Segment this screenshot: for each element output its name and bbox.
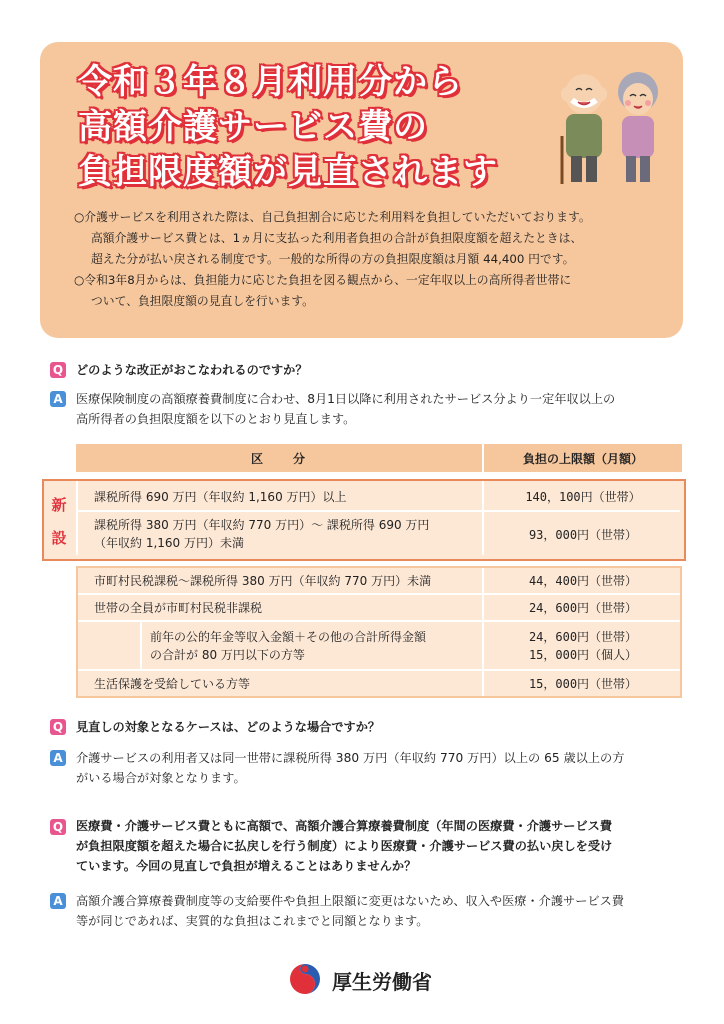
row-amount: 44，400円（世帯） [528, 574, 638, 588]
table-row-label [94, 671, 480, 696]
page-title [78, 60, 558, 195]
new-label-char: 設 [51, 529, 67, 547]
divider [140, 620, 142, 670]
title-line-2: 高額介護サービス費の [78, 107, 428, 147]
ministry-name: 厚生労働省 [332, 970, 432, 994]
intro-line: 高額介護サービス費とは、1ヵ月に支払った利用者負担の合計が負担限度額を超えたときは、 [91, 231, 583, 245]
new-label-char: 新 [51, 496, 67, 514]
table-row-amount [486, 482, 680, 510]
row-amount: 15，000円（個人） [528, 647, 638, 662]
answer-line: 医療保険制度の高額療養費制度に合わせ、8月1日以降に利用されたサービス分より一定年収以上の [76, 392, 616, 406]
new-label [45, 488, 73, 554]
row-label: 前年の公的年金等収入金額＋その他の合計所得金額 [150, 629, 427, 644]
row-label: 生活保護を受給している方等 [94, 677, 251, 691]
row-label: 課税所得 380 万円（年収約 770 万円）～ 課税所得 690 万円 [94, 518, 430, 532]
answer-line: 等が同じであれば、実質的な負担はこれまでと同額となります。 [76, 914, 429, 928]
intro-line: ○令和3年8月からは、負担能力に応じた負担を図る観点から、一定年収以上の高所得者世帯に [74, 273, 572, 287]
table-row-amount [486, 568, 680, 593]
row-label: 世帯の全員が市町村民税非課税 [94, 601, 263, 615]
question-3 [76, 816, 686, 876]
question-line: ています。今回の見直しで負担が増えることはありませんか？ [76, 859, 417, 873]
a-icon: A [50, 893, 66, 909]
table-row-amount [486, 622, 680, 669]
divider [482, 568, 484, 696]
a-icon: A [50, 391, 66, 407]
row-label: 課税所得 690 万円（年収約 1,160 万円）以上 [94, 489, 347, 504]
row-amount: 24，600円（世帯） [528, 629, 638, 644]
row-amount: 140，100円（世帯） [525, 489, 641, 504]
table-row-label [94, 512, 480, 556]
row-amount: 93，000円（世帯） [528, 527, 638, 542]
intro-line: 超えた分が払い戻される制度です。一般的な所得の方の負担限度額は月額 44,400 円です。 [91, 252, 575, 266]
table-header-category: 区 分 [76, 444, 482, 472]
answer-line: 高額介護合算療養費制度等の支給要件や負担上限額に変更はないため、収入や医療・介護サービス費 [76, 894, 624, 908]
table-row-label [94, 595, 480, 620]
divider [482, 481, 484, 555]
divider [76, 481, 78, 555]
q-icon: Q [50, 362, 66, 378]
row-label: （年収約 1,160 万円）未満 [94, 536, 244, 550]
elderly-couple-icon [548, 66, 670, 188]
a-icon: A [50, 750, 66, 766]
table-row-label [150, 622, 480, 669]
answer-2 [76, 748, 686, 788]
table-row-amount [486, 595, 680, 620]
question-line: が負担限度額を超えた場合に払戻しを行う制度）により医療費・介護サービス費の払い戻しを受け [76, 839, 613, 853]
title-line-1: 令和３年８月利用分から [78, 62, 463, 102]
mhlw-logo-icon [286, 960, 324, 998]
question-2: 見直しの対象となるケースは、どのような場合ですか？ [76, 720, 381, 734]
question-1: どのような改正がおこなわれるのですか？ [76, 363, 308, 377]
row-amount: 24，600円（世帯） [528, 601, 638, 615]
table-row-amount [486, 671, 680, 696]
answer-line: がいる場合が対象となります。 [76, 771, 246, 785]
table-header-limit: 負担の上限額（月額） [484, 444, 682, 472]
answer-line: 高所得者の負担限度額を以下のとおり見直します。 [76, 412, 356, 426]
q-icon: Q [50, 819, 66, 835]
answer-line: 介護サービスの利用者又は同一世帯に課税所得 380 万円（年収約 770 万円）以上の 65 歳以上の方 [76, 751, 625, 765]
q-icon: Q [50, 719, 66, 735]
row-amount: 15，000円（世帯） [528, 677, 638, 691]
table-row-amount [486, 512, 680, 556]
table-row-label [94, 482, 480, 510]
row-label: の合計が 80 万円以下の方等 [150, 647, 305, 662]
question-line: 医療費・介護サービス費ともに高額で、高額介護合算療養費制度（年間の医療費・介護サービス費 [76, 819, 613, 833]
intro-line: ついて、負担限度額の見直しを行います。 [91, 294, 314, 308]
intro-text [74, 207, 674, 312]
answer-3 [76, 891, 686, 931]
row-label: 市町村民税課税～課税所得 380 万円（年収約 770 万円）未満 [94, 574, 432, 588]
intro-line: ○介護サービスを利用された際は、自己負担割合に応じた利用料を負担していただいております。 [74, 210, 591, 224]
table-row-label [94, 568, 480, 593]
answer-1 [76, 389, 686, 429]
title-line-3: 負担限度額が見直されます [78, 152, 498, 192]
